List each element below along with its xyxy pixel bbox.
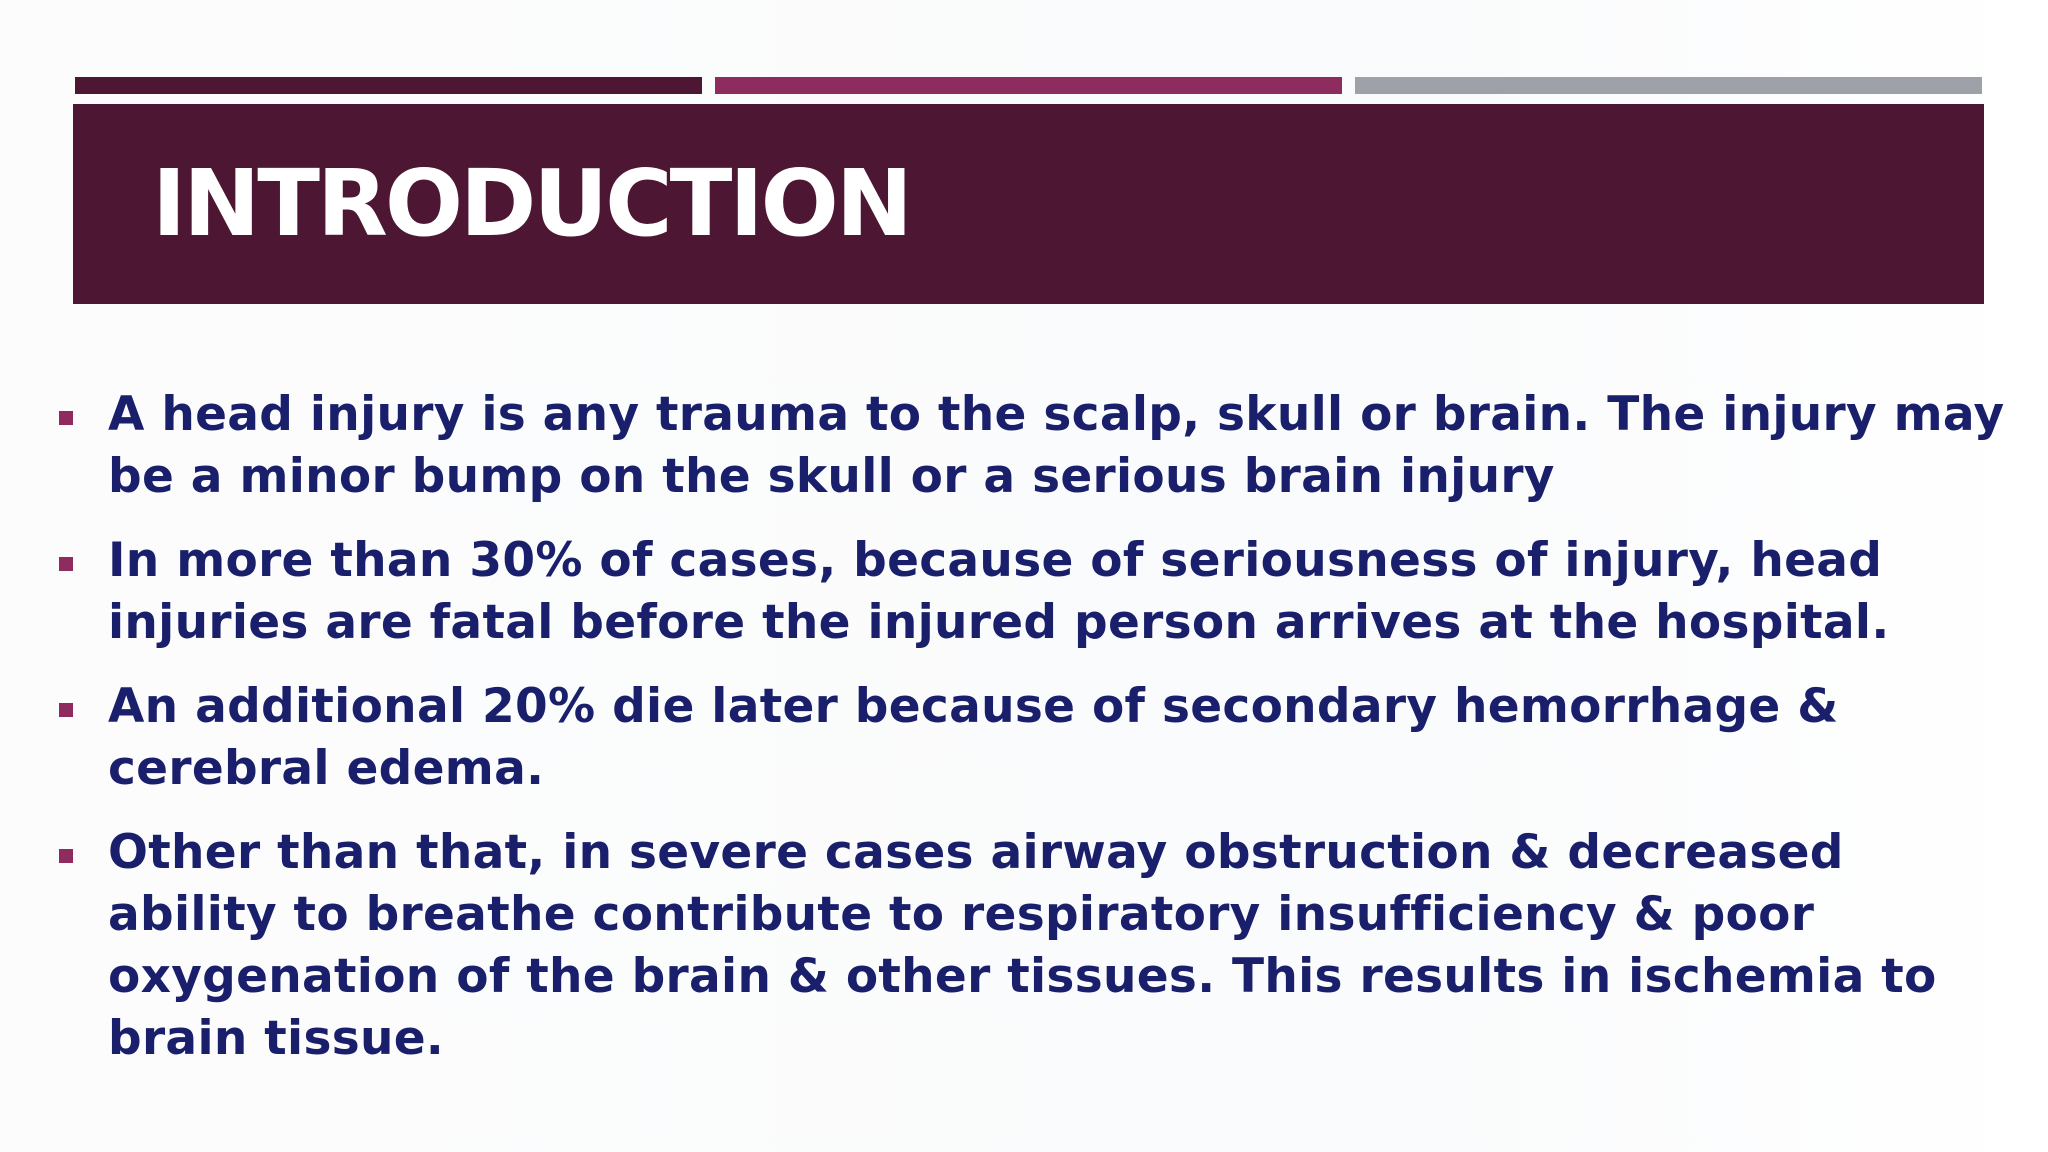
accent-bar-dark — [75, 77, 702, 94]
bullet-text: Other than that, in severe cases airway obstruction & decreased ability to breathe contribute to respiratory insufficiency & poor oxygenation of the brain & other tissues. This results in ischemia to brain tissue. — [108, 825, 1937, 1066]
bullet-item — [56, 822, 2016, 1070]
bullet-item — [56, 384, 2016, 508]
square-bullet-icon — [59, 703, 73, 717]
bullet-text: In more than 30% of cases, because of seriousness of injury, head injuries are fatal before the injured person arrives at the hospital. — [108, 533, 1890, 650]
bullet-text: A head injury is any trauma to the scalp, skull or brain. The injury may be a minor bump on the skull or a serious brain injury — [108, 387, 2005, 504]
bullet-item — [56, 676, 2016, 800]
square-bullet-icon — [59, 557, 73, 571]
square-bullet-icon — [59, 411, 73, 425]
bullet-text: An additional 20% die later because of secondary hemorrhage & cerebral edema. — [108, 679, 1839, 796]
bullet-item — [56, 530, 2016, 654]
slide-title: INTRODUCTION — [152, 150, 910, 257]
bullet-list — [56, 384, 2016, 1092]
square-bullet-icon — [59, 849, 73, 863]
accent-bar-magenta — [715, 77, 1342, 94]
accent-bar-gray — [1355, 77, 1982, 94]
